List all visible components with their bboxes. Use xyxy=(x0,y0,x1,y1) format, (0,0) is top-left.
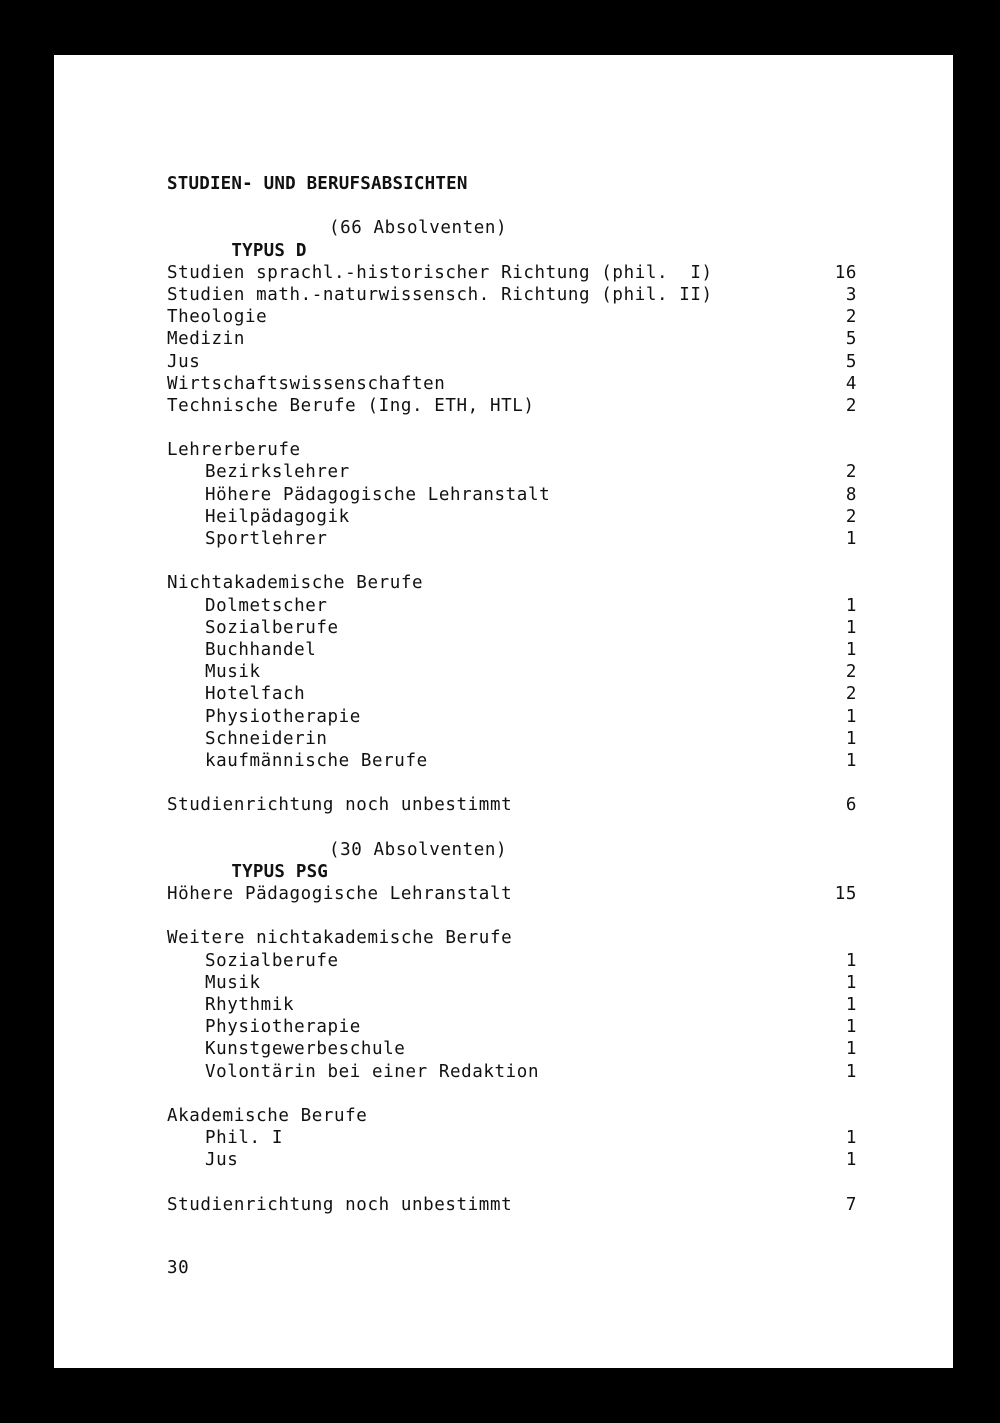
typus-psg-unbestimmt: Studienrichtung noch unbestimmt 7 xyxy=(167,1194,857,1215)
document-content xyxy=(167,173,857,1216)
list-item: kaufmännische Berufe 1 xyxy=(205,750,857,771)
list-item: Jus 5 xyxy=(167,351,857,372)
weitere-heading: Weitere nichtakademische Berufe xyxy=(167,928,513,949)
document-page xyxy=(54,55,953,1368)
list-item: Theologie 2 xyxy=(167,307,857,328)
list-item: Schneiderin 1 xyxy=(205,728,857,749)
list-item: Technische Berufe (Ing. ETH, HTL) 2 xyxy=(167,395,857,416)
lehrer-heading: Lehrerberufe xyxy=(167,440,301,461)
list-item: Rhythmik 1 xyxy=(205,994,857,1015)
lehrer-list xyxy=(167,461,857,550)
typus-d-heading xyxy=(167,217,857,261)
list-item: Wirtschaftswissenschaften 4 xyxy=(167,373,857,394)
list-item: Studien sprachl.-historischer Richtung (phil. I) 16 xyxy=(167,262,857,283)
list-item: Heilpädagogik 2 xyxy=(205,506,857,527)
list-item: Physiotherapie 1 xyxy=(205,1017,857,1038)
list-item: Sportlehrer 1 xyxy=(205,529,857,549)
list-item: Buchhandel 1 xyxy=(205,639,857,660)
page-title: STUDIEN- UND BERUFSABSICHTEN xyxy=(167,174,468,194)
list-item: Physiotherapie 1 xyxy=(205,706,857,727)
typus-psg-heading xyxy=(167,839,857,882)
list-item: Sozialberufe 1 xyxy=(205,617,857,638)
list-item: Jus 1 xyxy=(205,1150,857,1171)
typus-d-studies-list xyxy=(167,262,857,417)
psg-hpl: Höhere Pädagogische Lehranstalt 15 xyxy=(167,884,857,904)
list-item: Studien math.-naturwissensch. Richtung (phil. II) 3 xyxy=(167,284,857,305)
list-item: Bezirkslehrer 2 xyxy=(205,462,857,483)
akad-heading: Akademische Berufe xyxy=(167,1105,368,1126)
nichtakad-heading: Nichtakademische Berufe xyxy=(167,573,424,594)
list-item: Medizin 5 xyxy=(167,329,857,350)
list-item: Musik 1 xyxy=(205,972,857,993)
typus-d-label: TYPUS D xyxy=(231,240,307,261)
list-item: Hotelfach 2 xyxy=(205,684,857,705)
nichtakad-list xyxy=(167,595,857,773)
list-item: Sozialberufe 1 xyxy=(205,950,857,971)
list-item: Musik 2 xyxy=(205,662,857,683)
typus-d-unbestimmt: Studienrichtung noch unbestimmt 6 xyxy=(167,795,857,816)
list-item: Höhere Pädagogische Lehranstalt 8 xyxy=(205,484,857,505)
typus-psg-label: TYPUS PSG xyxy=(231,861,329,882)
list-item: Volontärin bei einer Redaktion 1 xyxy=(205,1061,857,1082)
akad-list xyxy=(167,1127,857,1171)
typus-d-count: (66 Absolventen) xyxy=(329,218,508,239)
weitere-list xyxy=(167,950,857,1083)
typus-psg-count: (30 Absolventen) xyxy=(329,839,508,860)
page-number: 30 xyxy=(167,1258,190,1278)
list-item: Phil. I 1 xyxy=(205,1128,857,1149)
list-item: Kunstgewerbeschule 1 xyxy=(205,1039,857,1060)
list-item: Dolmetscher 1 xyxy=(205,595,857,616)
